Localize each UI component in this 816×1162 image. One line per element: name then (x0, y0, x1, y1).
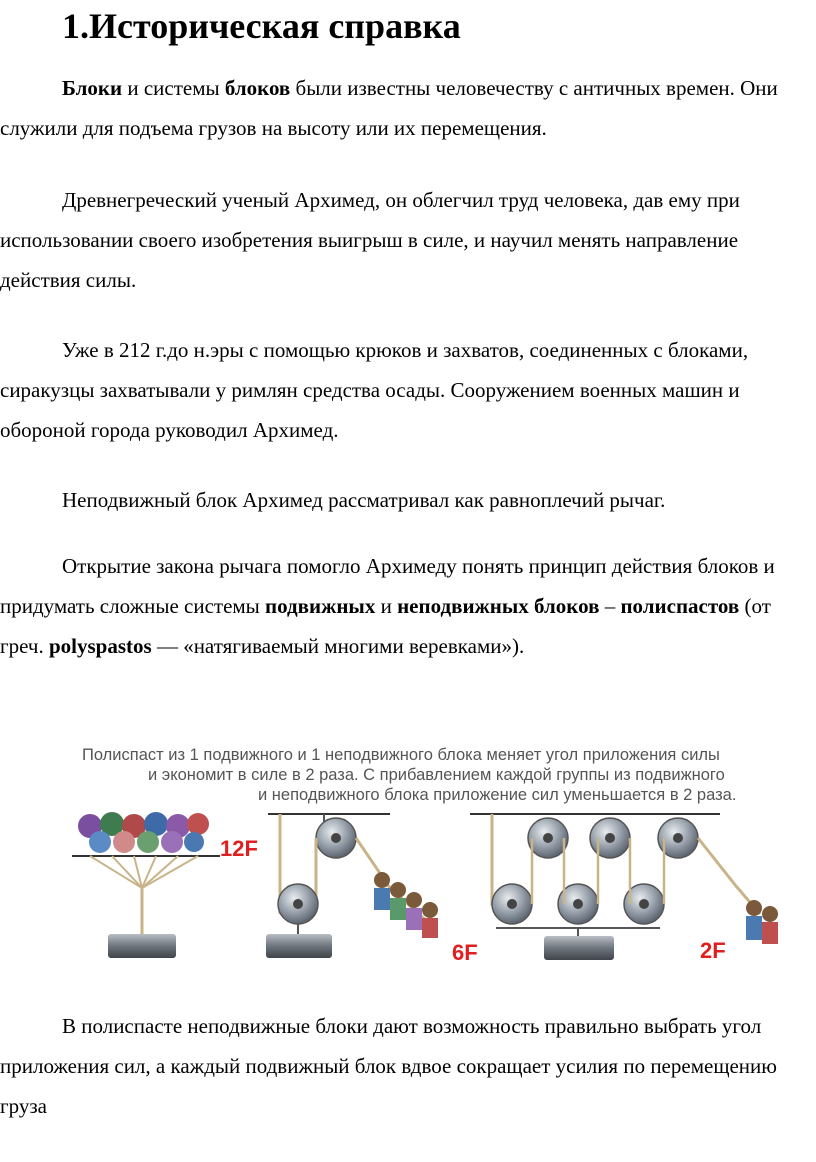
paragraph-polyspast (0, 546, 806, 666)
weight-icon (108, 934, 176, 958)
force-label-12f: 12F (220, 836, 258, 861)
crowd-figures-icon (374, 872, 438, 938)
bold-term-movable: подвижных (265, 594, 376, 618)
bold-term-blokov: блоков (224, 76, 291, 100)
paragraph-intro (0, 68, 806, 148)
bold-term-fixed: неподвижных блоков (397, 594, 600, 618)
paragraph-conclusion: В полиспасте неподвижные блоки дают возможность правильно выбрать угол приложения сил, а каждый подвижный блок вдвое сокращает усилия по перемещению груза (0, 1014, 777, 1118)
caption-line-2: и экономит в силе в 2 раза. С прибавлением каждой группы из подвижного (148, 766, 725, 784)
bold-term-polyspasts: полиспастов (620, 594, 740, 618)
text-run: Открытие закона рычага помогло Архимеду понять принцип действия блоков и придумать сложные системы (0, 554, 775, 618)
text-run: были известны человечеству с античных времен. Они служили для подъема грузов на высоту или их перемещения. (0, 76, 778, 140)
text-run: и (375, 594, 398, 618)
text-run: — «натягиваемый многими веревками»). (151, 634, 525, 658)
scene-direct-lift (72, 812, 258, 958)
text-run: – (599, 594, 621, 618)
caption-line-1: Полиспаст из 1 подвижного и 1 неподвижного блока меняет угол приложения силы (82, 746, 720, 764)
force-label-6f: 6F (452, 940, 478, 965)
paragraph-syracuse: Уже в 212 г.до н.эры с помощью крюков и захватов, соединенных с блоками, сиракузцы захватывали у римлян средства осады. Сооружением военных машин и обороной города руководил Архимед. (0, 338, 749, 442)
caption-line-3: и неподвижного блока приложение сил уменьшается в 2 раза. (258, 786, 737, 804)
force-label-2f: 2F (700, 938, 726, 963)
paragraph-archimedes: Древнегреческий ученый Архимед, он облегчил труд человека, дав ему при использовании своего изобретения выигрыш в силе, и научил менять направление действия силы. (0, 188, 740, 292)
scene-multi-polyspast (470, 814, 778, 963)
scene-single-polyspast (266, 814, 478, 965)
text-run: (от греч. (0, 594, 771, 658)
weight-icon (544, 936, 614, 960)
bold-term-polyspastos: polyspastos (48, 634, 152, 658)
page-title: 1.Историческая справка (62, 6, 461, 46)
bold-term-bloki: Блоки (62, 76, 123, 100)
paragraph-lever: Неподвижный блок Архимед рассматривал как равноплечий рычаг. (62, 488, 666, 512)
weight-icon (266, 934, 332, 958)
pulley-illustration (60, 738, 810, 978)
crowd-figures-icon (746, 900, 778, 944)
text-run: и системы (122, 76, 225, 100)
crowd-figures-icon (78, 812, 209, 853)
